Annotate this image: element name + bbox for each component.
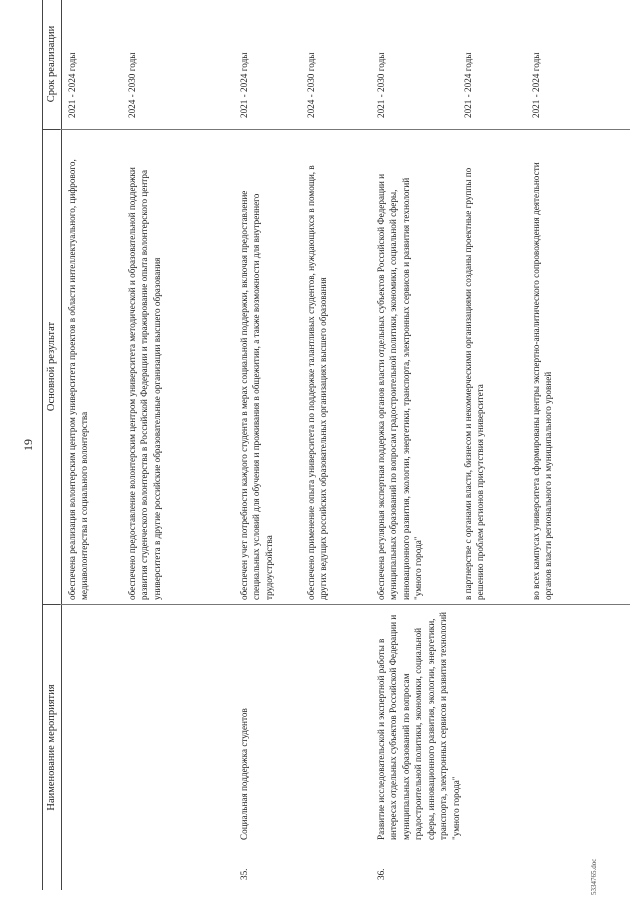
result-text: обеспечена регулярная экспертная поддержка органов власти отдельных субъектов Российской Федерации и муниципальных образований по вопросам градостроительной политики, экономики, социальной сферы, инновационного развития, экологии, энергетики, транспорта, электронных сервисов и развития технологий "умного города" xyxy=(376,174,424,600)
column-divider xyxy=(60,604,630,605)
column-divider xyxy=(60,129,630,130)
measure-name: Социальная поддержка студентов xyxy=(239,708,249,840)
column-header-name: Наименование мероприятия xyxy=(42,605,62,890)
result-text: в партнерстве с органами власти, бизнесом и некоммерческими организациями созданы проектные группы по решению проблем регионов присутствия университета xyxy=(463,167,486,600)
result-text: обеспечено применение опыта университета по поддержке талантливых студентов, нуждающихся в помощи, в других ведущих российских образовательных организациях высшего образования xyxy=(306,165,329,600)
page-number: 19 xyxy=(21,439,35,451)
result-text: обеспечена реализация волонтерским центром университета проектов в области интеллектуального, цифрового, медиаволонтерства и социального волонтерства xyxy=(67,159,90,600)
row-number: 36. xyxy=(376,868,386,880)
result-term: 2021 - 2024 годы xyxy=(239,52,249,118)
result-term: 2021 - 2030 годы xyxy=(376,52,386,118)
result-text: обеспечен учет потребности каждого студента в мерах социальной поддержки, включая предоставление специальных условий для обучения и проживания в общежитии, а также возможности для внутреннего трудоустройства xyxy=(239,190,274,600)
result-text: обеспечено предоставление волонтерским центром университета методической и образовательной поддержки развития студенческого волонтерства в Российской Федерации и тиражирование опыта волонтерского центра университета в другие российские образовательные организации высшего образования xyxy=(127,167,162,600)
result-term: 2021 - 2024 годы xyxy=(67,52,77,118)
result-term: 2024 - 2030 годы xyxy=(306,52,316,118)
result-term: 2024 - 2030 годы xyxy=(127,52,137,118)
column-header-term: Срок реализации xyxy=(42,0,62,130)
measure-name: Развитие исследовательской и экспертной работы в интересах отдельных субъектов Российской Федерации и муниципальных образований по вопросам градостроительной политики, экономики, социальной сферы, инновационного развития, экологии, энергетики, транспорта, электронных сервисов и развития технологий "умного города" xyxy=(376,612,461,840)
result-term: 2021 - 2024 годы xyxy=(463,52,473,118)
row-number: 35. xyxy=(239,868,249,880)
result-term: 2021 - 2024 годы xyxy=(531,52,541,118)
landscape-content xyxy=(20,0,630,890)
column-header-result: Основной результат xyxy=(42,129,62,605)
file-name-footer: 5334765.doc xyxy=(590,858,598,895)
result-text: во всех кампусах университета сформированы центры экспертно-аналитического сопровождения деятельности органов власти регионального и муниципального уровней xyxy=(531,162,554,600)
